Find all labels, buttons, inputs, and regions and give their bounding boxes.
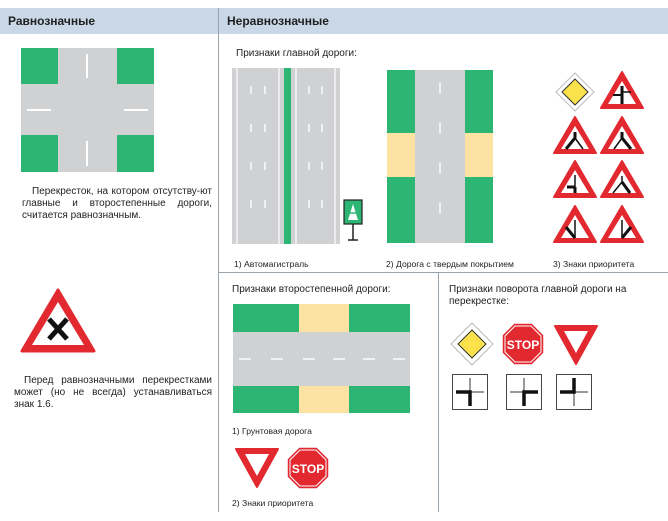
stop-sign-icon xyxy=(286,446,330,490)
turn-stop-sign-text: STOP xyxy=(506,338,540,352)
caption-dirt-road: 1) Грунтовая дорога xyxy=(232,426,312,436)
stop-sign-text: STOP xyxy=(291,462,325,476)
caption-secondary-priority-signs: 2) Знаки приоритета xyxy=(232,498,314,508)
equal-intersection-illustration xyxy=(21,48,154,172)
turn-plate-1-icon xyxy=(452,374,488,410)
secondary-road-title: Признаки второстепенной дороги: xyxy=(232,284,391,295)
dirt-road-illustration xyxy=(233,304,410,413)
turn-priority-diamond-icon xyxy=(450,322,494,366)
header-unequal: Неравнозначные xyxy=(219,8,668,34)
motorway-illustration xyxy=(232,68,362,246)
yield-sign-icon xyxy=(234,447,280,489)
caption-motorway: 1) Автомагистраль xyxy=(234,259,309,269)
divider-secondary xyxy=(438,273,439,512)
turn-plate-2-icon xyxy=(506,374,542,410)
turn-yield-sign-icon xyxy=(553,324,599,366)
divider-horizontal xyxy=(219,272,668,273)
equal-description: Перекресток, на котором отсутству-ют главные и второстепенные дороги, считается равнозначным. xyxy=(22,186,212,221)
turn-stop-sign-icon xyxy=(501,322,545,366)
caption-priority-signs: 3) Знаки приоритета xyxy=(553,259,635,269)
equal-sign-note: Перед равнозначными перекрестками может (но не всегда) устанавливаться знак 1.6. xyxy=(14,375,212,410)
main-road-title: Признаки главной дороги: xyxy=(236,48,357,59)
header-equal: Равнозначные xyxy=(0,8,218,34)
caption-paved-road: 2) Дорога с твердым покрытием xyxy=(386,259,514,269)
divider-main xyxy=(218,8,219,512)
turn-road-title: Признаки поворота главной дороги на перекрестке: xyxy=(449,284,627,307)
paved-road-illustration xyxy=(387,70,493,243)
equal-intersection-sign-icon xyxy=(20,288,96,354)
turn-plate-3-icon xyxy=(556,374,592,410)
priority-signs-main xyxy=(552,68,648,244)
